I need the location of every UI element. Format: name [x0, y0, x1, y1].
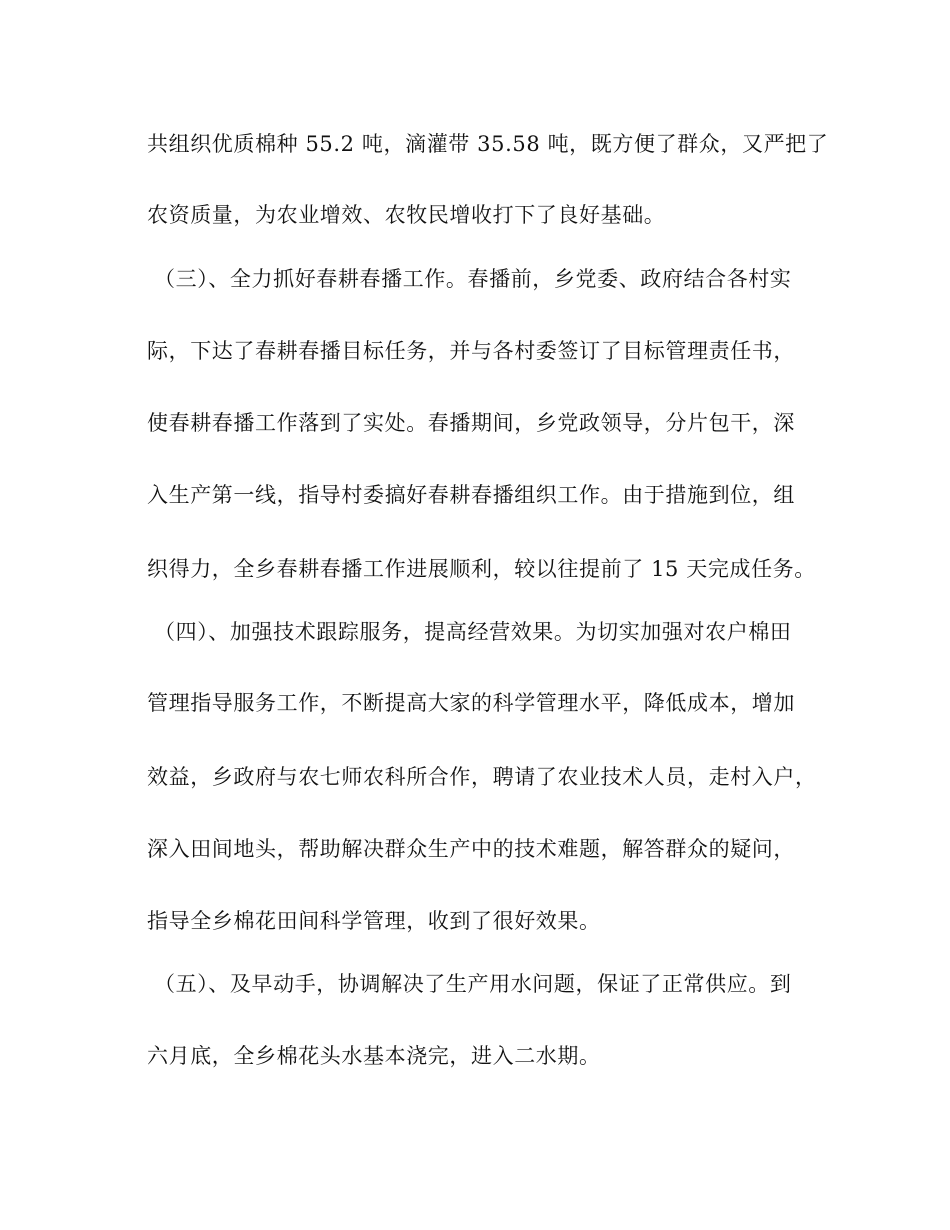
- paragraph-line: 农资质量，为农业增效、农牧民增收打下了良好基础。: [147, 203, 666, 227]
- paragraph-line: 深入田间地头，帮助解决群众生产中的技术难题，解答群众的疑问，: [147, 837, 795, 861]
- paragraph-line: 入生产第一线，指导村委搞好春耕春播组织工作。由于措施到位，组: [147, 483, 795, 507]
- paragraph-line: 共组织优质棉种 55.2 吨，滴灌带 35.58 吨，既方便了群众，又严把了: [147, 132, 829, 156]
- paragraph-line: 效益，乡政府与农七师农科所合作，聘请了农业技术人员，走村入户，: [147, 765, 817, 789]
- paragraph-line: 使春耕春播工作落到了实处。春播期间，乡党政领导，分片包干，深: [147, 411, 795, 435]
- section-heading-line: （五）、及早动手，协调解决了生产用水问题，保证了正常供应。到: [154, 972, 792, 996]
- section-heading-line: （三）、全力抓好春耕春播工作。春播前，乡党委、政府结合各村实: [154, 267, 792, 291]
- paragraph-line: 指导全乡棉花田间科学管理，收到了很好效果。: [147, 909, 601, 933]
- paragraph-line: 际，下达了春耕春播目标任务，并与各村委签订了目标管理责任书，: [147, 339, 795, 363]
- section-heading-line: （四）、加强技术跟踪服务，提高经营效果。为切实加强对农户棉田: [154, 620, 792, 644]
- paragraph-line: 织得力，全乡春耕春播工作进展顺利，较以往提前了 15 天完成任务。: [147, 557, 816, 581]
- paragraph-line: 管理指导服务工作，不断提高大家的科学管理水平，降低成本，增加: [147, 691, 795, 715]
- paragraph-line: 六月底，全乡棉花头水基本浇完，进入二水期。: [147, 1044, 601, 1068]
